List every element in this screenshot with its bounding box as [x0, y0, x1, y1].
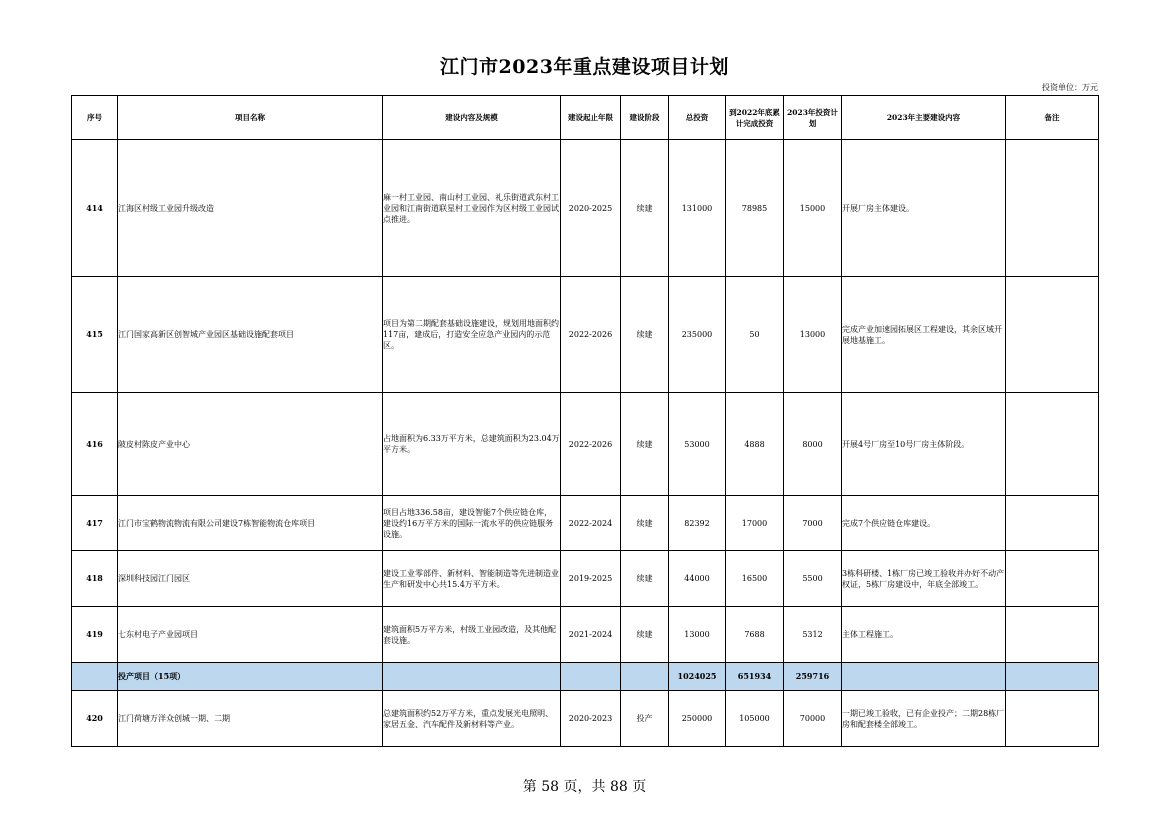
cell-content: 开展厂房主体建设。: [842, 140, 1006, 277]
cell-stage: 续建: [621, 551, 669, 607]
cell-plan: 7000: [784, 496, 842, 551]
unit-note: 投资单位：万元: [1042, 83, 1098, 92]
header-seq: 序号: [72, 96, 118, 140]
cell-done: 50: [726, 277, 784, 393]
cell-scope: 项目占地336.58亩，建设智能7个供应链仓库，建设约16万平方米的国际一流水平的供应链服务设施。: [383, 496, 561, 551]
cell-note: [1006, 277, 1099, 393]
cell-scope: 总建筑面积约52万平方米，重点发展光电照明、家居五金、汽车配件及新材料等产业。: [383, 691, 561, 747]
project-table: [71, 95, 1099, 747]
cell-period: 2019-2025: [561, 551, 621, 607]
header-stage: 建设阶段: [621, 96, 669, 140]
table-row: [72, 140, 1099, 277]
cell-content: 完成7个供应链仓库建设。: [842, 496, 1006, 551]
cell-note: [1006, 496, 1099, 551]
header-scope: 建设内容及规模: [383, 96, 561, 140]
subtotal-total: 1024025: [669, 663, 726, 691]
table-row: [72, 393, 1099, 496]
cell-period: 2022-2026: [561, 277, 621, 393]
cell-total: 82392: [669, 496, 726, 551]
cell-plan: 5500: [784, 551, 842, 607]
cell-stage: 续建: [621, 496, 669, 551]
header-row: [72, 96, 1099, 140]
cell-done: 16500: [726, 551, 784, 607]
subtotal-done: 651934: [726, 663, 784, 691]
cell-done: 78985: [726, 140, 784, 277]
cell-name: 陂皮村陈皮产业中心: [118, 393, 383, 496]
cell-period: 2020-2023: [561, 691, 621, 747]
cell-scope: 项目为第二期配套基础设施建设，规划用地面积约117亩，建成后，打造安全应急产业园内的示范区。: [383, 277, 561, 393]
cell-note: [1006, 140, 1099, 277]
header-done: 到2022年底累计完成投资: [726, 96, 784, 140]
cell-stage: 续建: [621, 140, 669, 277]
cell-name: 深圳科技园江门园区: [118, 551, 383, 607]
subtotal-empty-cell: [383, 663, 561, 691]
cell-name: 江门国家高新区创智城产业园区基础设施配套项目: [118, 277, 383, 393]
table-row: [72, 496, 1099, 551]
cell-content: 一期已竣工验收，已有企业投产；二期28栋厂房和配套楼全部竣工。: [842, 691, 1006, 747]
cell-period: 2022-2026: [561, 393, 621, 496]
cell-name: 江海区村级工业园升级改造: [118, 140, 383, 277]
cell-plan: 8000: [784, 393, 842, 496]
header-total: 总投资: [669, 96, 726, 140]
header-content: 2023年主要建设内容: [842, 96, 1006, 140]
cell-seq: 418: [72, 551, 118, 607]
subtotal-empty-cell: [1006, 663, 1099, 691]
header-period: 建设起止年限: [561, 96, 621, 140]
subtotal-label: 投产项目（15项）: [118, 663, 383, 691]
table-row: [72, 551, 1099, 607]
cell-note: [1006, 607, 1099, 663]
cell-done: 17000: [726, 496, 784, 551]
page-footer: 第 58 页，共 88 页: [522, 779, 647, 795]
cell-total: 250000: [669, 691, 726, 747]
cell-total: 131000: [669, 140, 726, 277]
cell-content: 主体工程施工。: [842, 607, 1006, 663]
cell-stage: 续建: [621, 393, 669, 496]
cell-stage: 续建: [621, 277, 669, 393]
cell-note: [1006, 393, 1099, 496]
cell-note: [1006, 551, 1099, 607]
subtotal-seq-cell: [72, 663, 118, 691]
cell-seq: 415: [72, 277, 118, 393]
cell-seq: 414: [72, 140, 118, 277]
cell-seq: 419: [72, 607, 118, 663]
subtotal-empty-cell: [561, 663, 621, 691]
cell-name: 江门市宝鹤物流物流有限公司建设7栋智能物流仓库项目: [118, 496, 383, 551]
subtotal-plan: 259716: [784, 663, 842, 691]
header-plan: 2023年投资计划: [784, 96, 842, 140]
cell-done: 7688: [726, 607, 784, 663]
cell-content: 3栋科研楼、1栋厂房已竣工验收并办好不动产权证，5栋厂房建设中，年底全部竣工。: [842, 551, 1006, 607]
cell-scope: 建筑面积5万平方米，村级工业园改造，及其他配套设施。: [383, 607, 561, 663]
subtotal-row: [72, 663, 1099, 691]
cell-seq: 417: [72, 496, 118, 551]
header-note: 备注: [1006, 96, 1099, 140]
cell-done: 105000: [726, 691, 784, 747]
cell-period: 2022-2024: [561, 496, 621, 551]
cell-total: 13000: [669, 607, 726, 663]
cell-total: 53000: [669, 393, 726, 496]
cell-plan: 5312: [784, 607, 842, 663]
cell-scope: 占地面积为6.33万平方米，总建筑面积为23.04万平方米。: [383, 393, 561, 496]
table-row: [72, 277, 1099, 393]
cell-total: 44000: [669, 551, 726, 607]
cell-done: 4888: [726, 393, 784, 496]
cell-note: [1006, 691, 1099, 747]
table-row: [72, 691, 1099, 747]
cell-name: 七东村电子产业园项目: [118, 607, 383, 663]
header-name: 项目名称: [118, 96, 383, 140]
cell-stage: 投产: [621, 691, 669, 747]
cell-period: 2021-2024: [561, 607, 621, 663]
cell-plan: 15000: [784, 140, 842, 277]
cell-content: 开展4号厂房至10号厂房主体阶段。: [842, 393, 1006, 496]
cell-seq: 420: [72, 691, 118, 747]
cell-plan: 13000: [784, 277, 842, 393]
cell-total: 235000: [669, 277, 726, 393]
document-title: 江门市2023年重点建设项目计划: [440, 56, 729, 78]
cell-period: 2020-2025: [561, 140, 621, 277]
cell-seq: 416: [72, 393, 118, 496]
subtotal-empty-cell: [621, 663, 669, 691]
cell-plan: 70000: [784, 691, 842, 747]
cell-stage: 续建: [621, 607, 669, 663]
cell-scope: 建设工业零部件、新材料、智能制造等先进制造业生产和研发中心共15.4万平方米。: [383, 551, 561, 607]
cell-scope: 麻一村工业园、南山村工业园、礼乐街道武东村工业园和江南街道联星村工业园作为区村级工业园试点推进。: [383, 140, 561, 277]
subtotal-empty-cell: [842, 663, 1006, 691]
cell-name: 江门荷塘万洋众创城一期、二期: [118, 691, 383, 747]
cell-content: 完成产业加速园拓展区工程建设，其余区域开展地基施工。: [842, 277, 1006, 393]
table-row: [72, 607, 1099, 663]
